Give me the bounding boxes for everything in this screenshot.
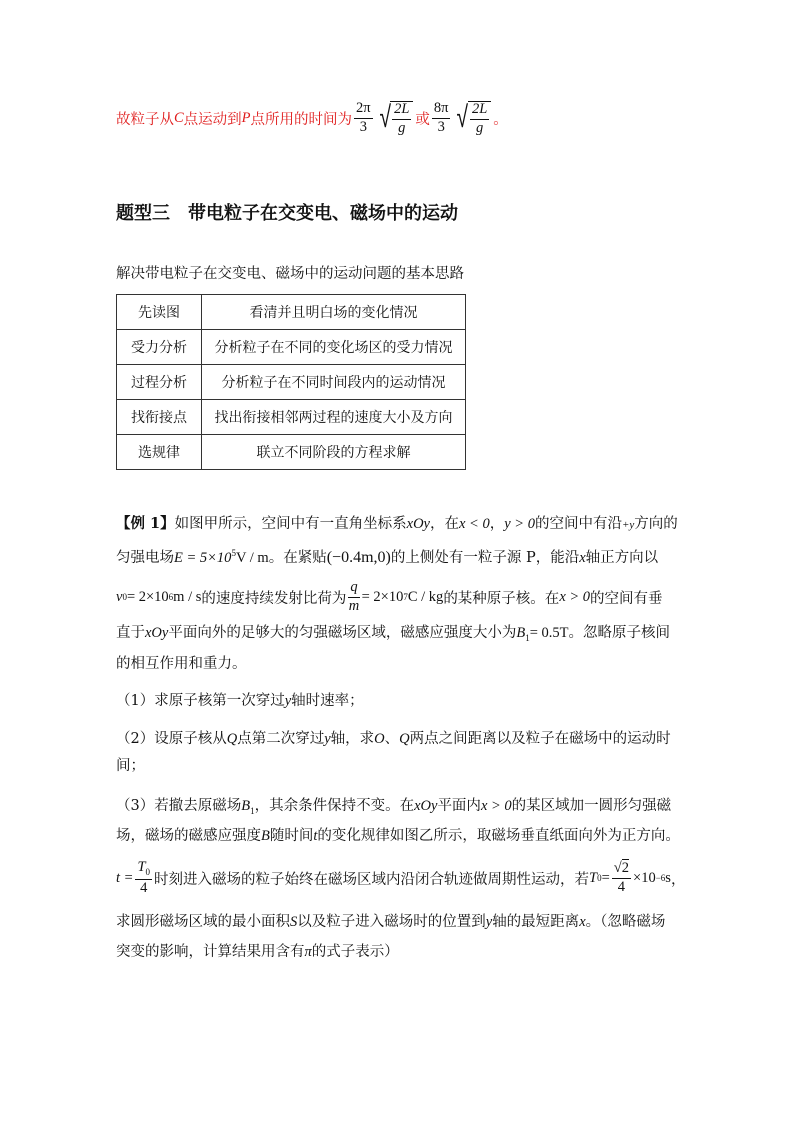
- table-row: [117, 400, 466, 435]
- conclusion-or: 或: [415, 111, 430, 128]
- table-cell-step: 选规律: [117, 435, 202, 470]
- fraction-2pi-3: $\frac{2\pi}{3}$: [356, 99, 371, 135]
- question-3-line-5: 突变的影响，计算结果用含有π的式子表示）: [116, 944, 399, 960]
- fraction-sqrt2-over-4: $\frac{√2}{4}$: [613, 859, 630, 895]
- table-cell-content: 联立不同阶段的方程求解: [202, 435, 466, 470]
- fraction-8pi-3: $\frac{8\pi}{3}$: [433, 99, 449, 135]
- sqrt-2l-over-g: √ $\frac{2L}{g}$: [454, 98, 491, 138]
- point-p: P: [241, 109, 251, 126]
- example-line-3: v 0 = 2×10 6 m / s 的速度持续发射比荷为 $\frac{q}{m}$ = 2×10 7 C / kg 的某种原子核。在 x > 0 的空间有垂: [116, 579, 663, 614]
- intro-text: 解决带电粒子在交变电、磁场中的运动问题的基本思路: [116, 266, 464, 282]
- example-line-2: 匀强电场$E = 5\times 10^5V / m$。在紧贴(−0.4m,0)的上侧处有一粒子源 P，能沿x轴正方向以: [116, 548, 659, 566]
- method-table: [116, 294, 466, 470]
- table-cell-step: 受力分析: [117, 330, 202, 365]
- table-cell-step: 先读图: [117, 295, 202, 330]
- table-cell-content: 找出衔接相邻两过程的速度大小及方向: [202, 400, 466, 435]
- conclusion-text: 故粒子从: [116, 111, 174, 128]
- question-3-line-4: 求圆形磁场区域的最小面积S以及粒子进入磁场时的位置到y轴的最短距离x。（忽略磁场: [116, 914, 666, 930]
- conclusion-text: 点所用的时间为: [250, 111, 353, 128]
- table-row: [117, 295, 466, 330]
- table-row: [117, 365, 466, 400]
- example-line-4: 直于xOy平面向外的足够大的匀强磁场区域，磁感应强度大小为$B_1= 0.5T$。忽略原子核间: [116, 625, 670, 643]
- table-cell-step: 找衔接点: [117, 400, 202, 435]
- question-3-line-2: 场，磁场的磁感应强度B随时间t的变化规律如图乙所示，取磁场垂直纸面向外为正方向。: [116, 828, 680, 844]
- fraction-t0-over-4: $\frac{T_0}{4}$: [137, 859, 151, 896]
- table-row: [117, 435, 466, 470]
- question-3-line-3: t = $\frac{T_0}{4}$ 时刻进入磁场的粒子始终在磁场区域内沿闭合轨迹做周期性运动，若 T 0 = $\frac{√2}{4}$ ×10 −6 s ，: [116, 859, 686, 896]
- point-c: C: [174, 109, 184, 126]
- question-2-cont: 间；: [116, 758, 145, 774]
- table-cell-step: 过程分析: [117, 365, 202, 400]
- table-row: [117, 330, 466, 365]
- example-line-5: 的相互作用和重力。: [116, 656, 247, 672]
- table-cell-content: 看清并且明白场的变化情况: [202, 295, 466, 330]
- question-1: （1）求原子核第一次穿过y轴时速率；: [116, 693, 364, 709]
- example-label: 【例 1】: [116, 515, 175, 532]
- conclusion-line: [116, 98, 508, 138]
- section-title: 题型三 带电粒子在交变电、磁场中的运动: [116, 203, 458, 224]
- question-3: （3）若撤去原磁场$B_1$，其余条件保持不变。在xOy平面内x > 0的某区域加一圆形匀强磁: [116, 798, 672, 816]
- question-2: （2）设原子核从Q点第二次穿过y轴，求O、Q两点之间距离以及粒子在磁场中的运动时: [116, 731, 671, 747]
- conclusion-text: 点运动到: [183, 111, 242, 128]
- example-line-1: 【例 1】如图甲所示，空间中有一直角坐标系xOy，在x < 0，y > 0的空间中有沿+y方向的: [116, 515, 678, 532]
- table-cell-content: 分析粒子在不同的变化场区的受力情况: [202, 330, 466, 365]
- fraction-q-over-m: $\frac{q}{m}$: [348, 579, 360, 614]
- sqrt-2l-over-g: √ $\frac{2L}{g}$: [377, 98, 414, 138]
- table-cell-content: 分析粒子在不同时间段内的运动情况: [202, 365, 466, 400]
- conclusion-end: 。: [493, 111, 508, 128]
